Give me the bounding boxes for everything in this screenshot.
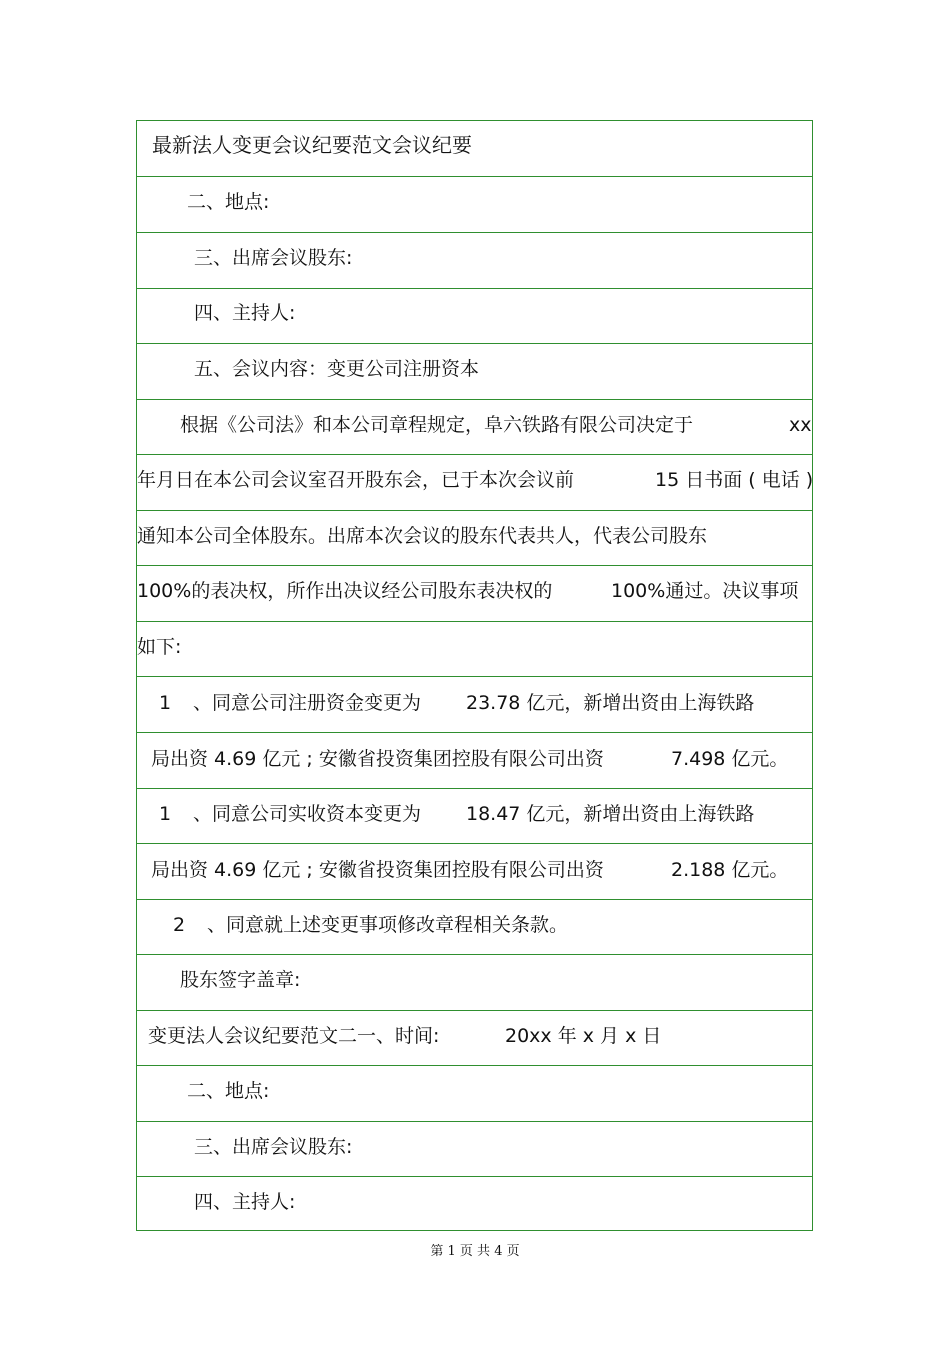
item3-number: 2 xyxy=(173,914,186,936)
item1-number: 1 xyxy=(159,692,172,714)
document-title: 最新法人变更会议纪要范文会议纪要 xyxy=(152,133,472,157)
para1-line3 xyxy=(137,510,812,565)
para1-line3-text: 通知本公司全体股东。出席本次会议的股东代表共人，代表公司股东 xyxy=(137,525,708,547)
para1-line1 xyxy=(137,399,812,454)
para1-line4 xyxy=(137,565,812,621)
signature-label: 股东签字盖章: xyxy=(180,969,301,991)
item3-line xyxy=(137,899,812,954)
second-minutes-date: 20xx 年 x 月 x 日 xyxy=(505,1025,662,1047)
document-table xyxy=(136,120,813,1231)
second-minutes-title: 变更法人会议纪要范文二一、时间: xyxy=(148,1025,440,1047)
second-minutes-row xyxy=(137,1010,812,1065)
item2-text: 、同意公司实收资本变更为 xyxy=(193,803,422,825)
item1-amount: 23.78 亿元，新增出资由上海铁路 xyxy=(466,692,755,714)
location-row xyxy=(137,176,812,232)
item1-text: 、同意公司注册资金变更为 xyxy=(193,692,422,714)
item1-line2-text: 局出资 4.69 亿元 ; 安徽省投资集团控股有限公司出资 xyxy=(151,748,604,770)
location-row-2 xyxy=(137,1065,812,1121)
content-row xyxy=(137,343,812,399)
item2-line2-amount: 2.188 亿元。 xyxy=(671,859,789,881)
title-row xyxy=(137,121,812,176)
page-footer: 第 1 页 共 4 页 xyxy=(430,1244,520,1259)
para1-line1-text: 根据《公司法》和本公司章程规定，阜六铁路有限公司决定于 xyxy=(180,414,694,436)
item3-text: 、同意就上述变更事项修改章程相关条款。 xyxy=(207,914,569,936)
para1-line4-pass: 100%通过。决议事项 xyxy=(611,580,799,602)
item2-amount: 18.47 亿元，新增出资由上海铁路 xyxy=(466,803,755,825)
location-label-2: 二、地点: xyxy=(187,1080,270,1102)
para1-line1-xx: xx xyxy=(789,414,812,436)
para1-line2-notice: 15 日书面 ( 电话 ) xyxy=(655,469,814,491)
item1-line1 xyxy=(137,676,812,732)
signature-row xyxy=(137,954,812,1010)
item1-line2 xyxy=(137,732,812,788)
host-label-2: 四、主持人: xyxy=(194,1191,296,1213)
host-row xyxy=(137,288,812,343)
para1-line4-text: 100%的表决权，所作出决议经公司股东表决权的 xyxy=(137,580,553,602)
item1-line2-amount: 7.498 亿元。 xyxy=(671,748,789,770)
attendees-label-2: 三、出席会议股东: xyxy=(194,1136,353,1158)
item2-number: 1 xyxy=(159,803,172,825)
item2-line2-text: 局出资 4.69 亿元 ; 安徽省投资集团控股有限公司出资 xyxy=(151,859,604,881)
attendees-row-2 xyxy=(137,1121,812,1176)
para1-line5 xyxy=(137,621,812,676)
para1-line5-text: 如下: xyxy=(137,636,182,658)
attendees-label: 三、出席会议股东: xyxy=(194,247,353,269)
host-label: 四、主持人: xyxy=(194,302,296,324)
content-label: 五、会议内容：变更公司注册资本 xyxy=(194,358,480,380)
para1-line2 xyxy=(137,454,812,510)
location-label: 二、地点: xyxy=(187,191,270,213)
item2-line1 xyxy=(137,788,812,843)
host-row-2 xyxy=(137,1176,812,1230)
para1-line2-text: 年月日在本公司会议室召开股东会，已于本次会议前 xyxy=(137,469,575,491)
item2-line2 xyxy=(137,843,812,899)
attendees-row xyxy=(137,232,812,288)
